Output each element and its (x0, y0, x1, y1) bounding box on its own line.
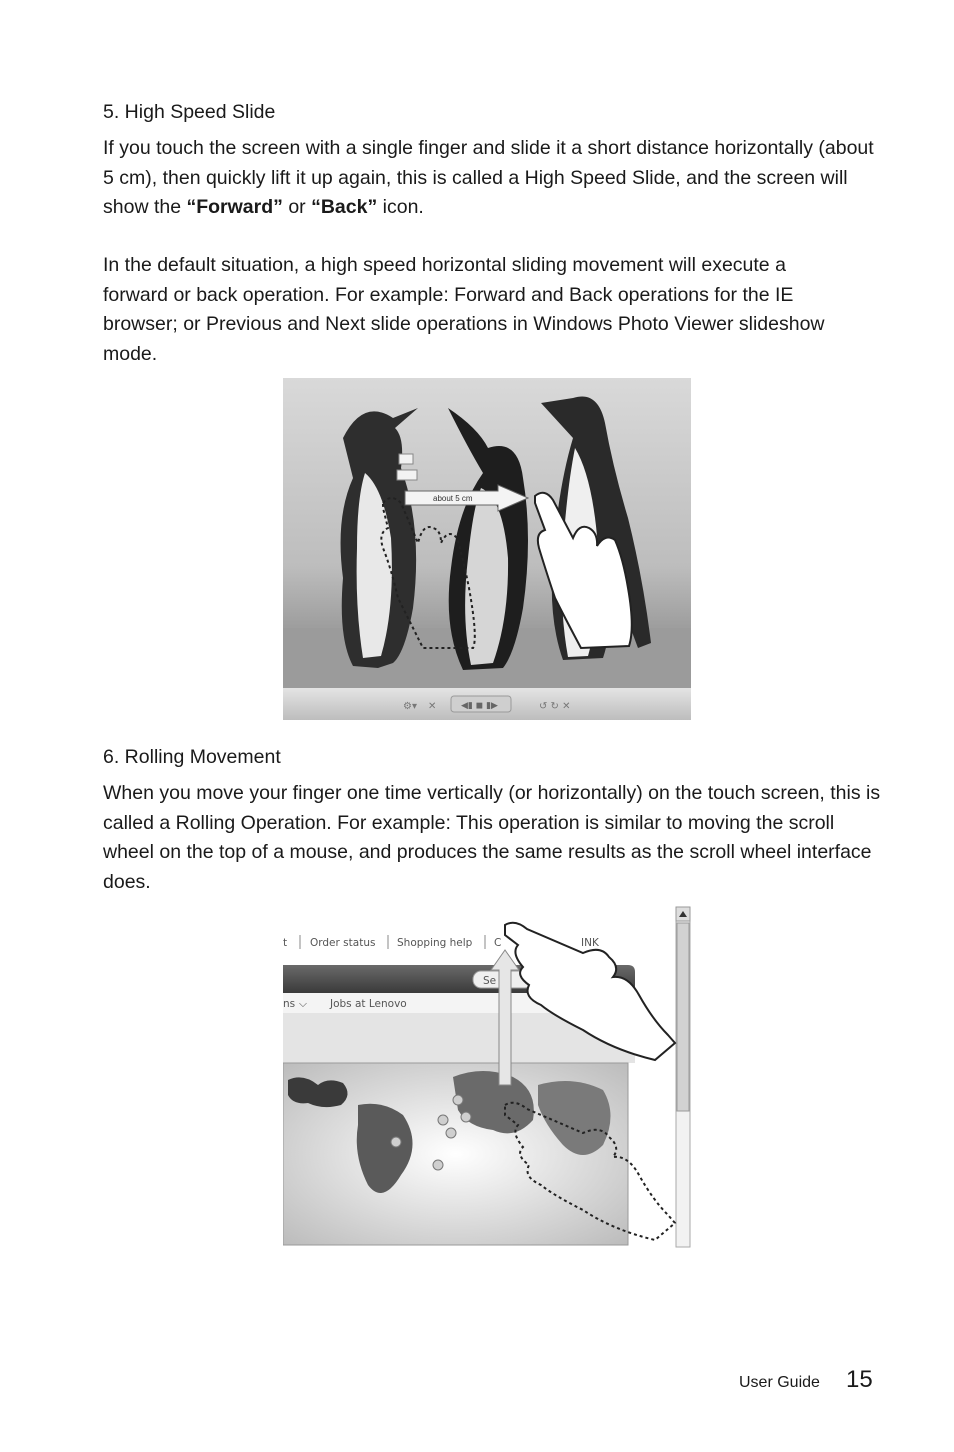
svg-text:✕: ✕ (428, 701, 437, 712)
web-page-scroll-illustration (283, 905, 693, 1261)
page-number: 15 (846, 1366, 873, 1393)
section-5-paragraph-2: In the default situation, a high speed horizontal sliding movement will execute a forward or back operation. For example: Forward and Back operations for the IE browser; or Previous and Next slide operations in Windows Photo Viewer slideshow mode. (103, 254, 825, 365)
search-box-fragment: Se (483, 975, 497, 987)
svg-text:⌵: ⌵ (299, 998, 307, 1010)
forward-term: “Forward” (186, 196, 283, 218)
nav-fragment: t (283, 937, 288, 949)
section-5-heading: 5. High Speed Slide (103, 101, 276, 123)
nav-jobs: Jobs at Lenovo (330, 998, 407, 1010)
svg-text:↺ ↻ ✕: ↺ ↻ ✕ (539, 701, 571, 712)
svg-text:⚙▾: ⚙▾ (403, 701, 417, 712)
nav-link-fragment: INK (581, 937, 599, 949)
nav-shopping-help: Shopping help (397, 937, 473, 949)
nav-contact-fragment: C (494, 937, 502, 949)
high-speed-slide-figure (283, 378, 691, 720)
footer-guide-label: User Guide (739, 1374, 820, 1391)
penguin-photo-illustration (283, 378, 691, 720)
svg-text:◀▮ ◼ ▮▶: ◀▮ ◼ ▮▶ (461, 701, 498, 711)
section-6-heading: 6. Rolling Movement (103, 746, 281, 768)
rolling-movement-figure (283, 905, 693, 1261)
section-5-paragraph-1: If you touch the screen with a single finger and slide it a short distance horizontally (about 5 cm), then quickly lift it up again, this is called a High Speed Slide, and the screen will show the “Forward” or “Back” icon. (103, 137, 874, 218)
nav-order-status: Order status (310, 937, 376, 949)
nav-solutions-fragment: ns (283, 998, 296, 1010)
back-term: “Back” (311, 196, 378, 218)
distance-label: about 5 cm (433, 494, 473, 503)
section-6-paragraph-1: When you move your finger one time vertically (or horizontally) on the touch screen, this is called a Rolling Operation. For example: This operation is similar to moving the scroll wheel on the top of a mouse, and produces the same results as the scroll wheel interface does. (103, 782, 881, 893)
